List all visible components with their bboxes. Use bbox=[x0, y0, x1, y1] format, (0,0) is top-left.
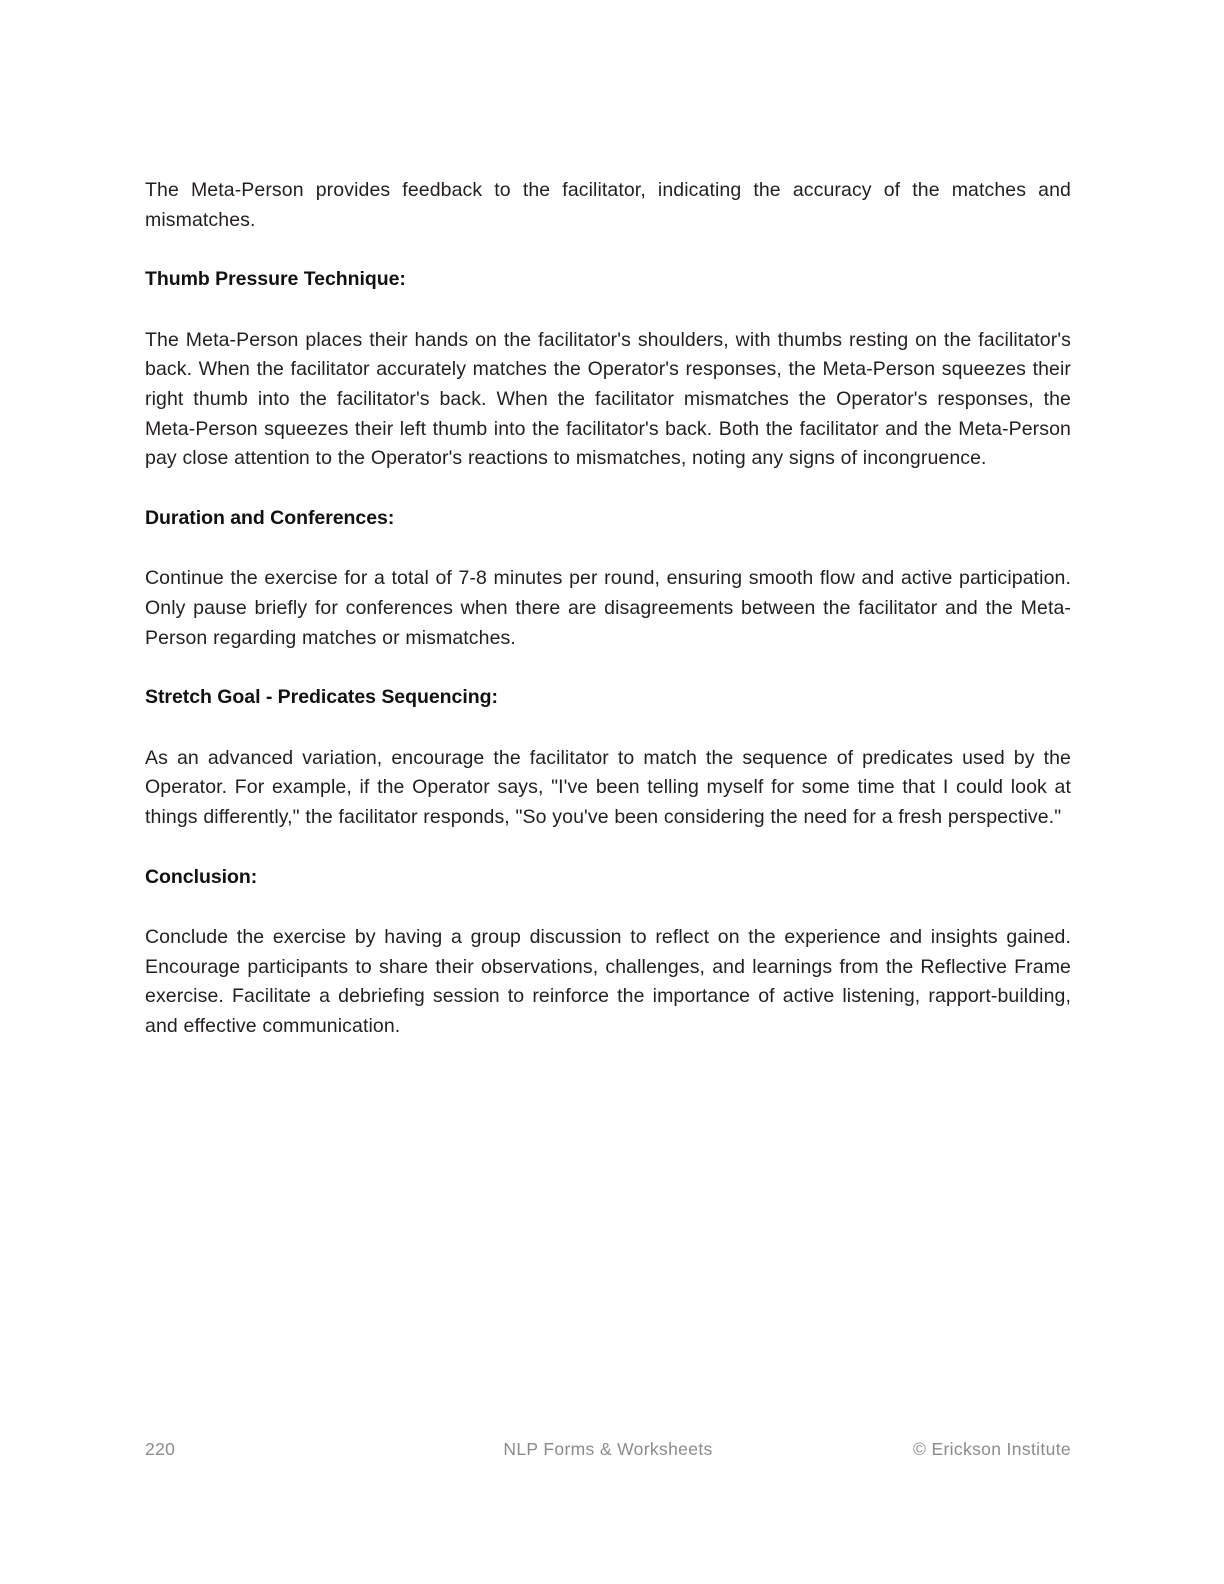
paragraph-stretch-goal-predicates-sequencing: As an advanced variation, encourage the facilitator to match the sequence of predicates used by the Operator. For example, if the Operator says, "I've been telling myself for some time that I could look at things differently," the facilitator responds, "So you've been considering the need for a fresh perspective." bbox=[145, 746, 1071, 828]
heading-spacer bbox=[145, 295, 1071, 326]
paragraph-spacer bbox=[145, 833, 1071, 863]
footer-page-number: 220 bbox=[145, 1439, 176, 1459]
paragraph-thumb-pressure-technique: The Meta-Person places their hands on the facilitator's shoulders, with thumbs resting on the facilitator's back. When the facilitator accurately matches the Operator's responses, the Meta-Person squeezes their right thumb into the facilitator's back. When the facilitator mismatches the Operator's responses, the Meta-Person squeezes their left thumb into the facilitator's back. Both the facilitator and the Meta-Person pay close attention to the Operator's reactions to mismatches, noting any signs of incongruence. bbox=[145, 328, 1071, 470]
paragraph-spacer bbox=[145, 474, 1071, 504]
paragraph-spacer bbox=[145, 653, 1071, 683]
heading-duration-and-conferences: Duration and Conferences: bbox=[145, 506, 395, 529]
heading-thumb-pressure-technique: Thumb Pressure Technique: bbox=[145, 268, 406, 291]
heading-spacer bbox=[145, 713, 1071, 744]
paragraph-meta-person-feedback: The Meta-Person provides feedback to the facilitator, indicating the accuracy of the matches and mismatches. bbox=[145, 179, 1071, 231]
paragraph-duration-and-conferences: Continue the exercise for a total of 7-8 minutes per round, ensuring smooth flow and active participation. Only pause briefly for conferences when there are disagreements between the facilitator and the Meta-Person regarding matches or mismatches. bbox=[145, 567, 1071, 649]
heading-conclusion: Conclusion: bbox=[145, 865, 258, 888]
page-footer bbox=[145, 1436, 1071, 1464]
heading-spacer bbox=[145, 533, 1071, 564]
heading-spacer bbox=[145, 892, 1071, 923]
paragraph-conclusion: Conclude the exercise by having a group discussion to reflect on the experience and insights gained. Encourage participants to share their observations, challenges, and learnings from the Reflective Frame exercise. Facilitate a debriefing session to reinforce the importance of active listening, rapport-building, and effective communication. bbox=[145, 926, 1071, 1037]
footer-document-title: NLP Forms & Worksheets bbox=[503, 1439, 713, 1459]
heading-stretch-goal-predicates-sequencing: Stretch Goal - Predicates Sequencing: bbox=[145, 686, 498, 709]
document-body bbox=[145, 176, 1071, 1041]
paragraph-spacer bbox=[145, 235, 1071, 265]
footer-copyright: © Erickson Institute bbox=[912, 1439, 1071, 1459]
